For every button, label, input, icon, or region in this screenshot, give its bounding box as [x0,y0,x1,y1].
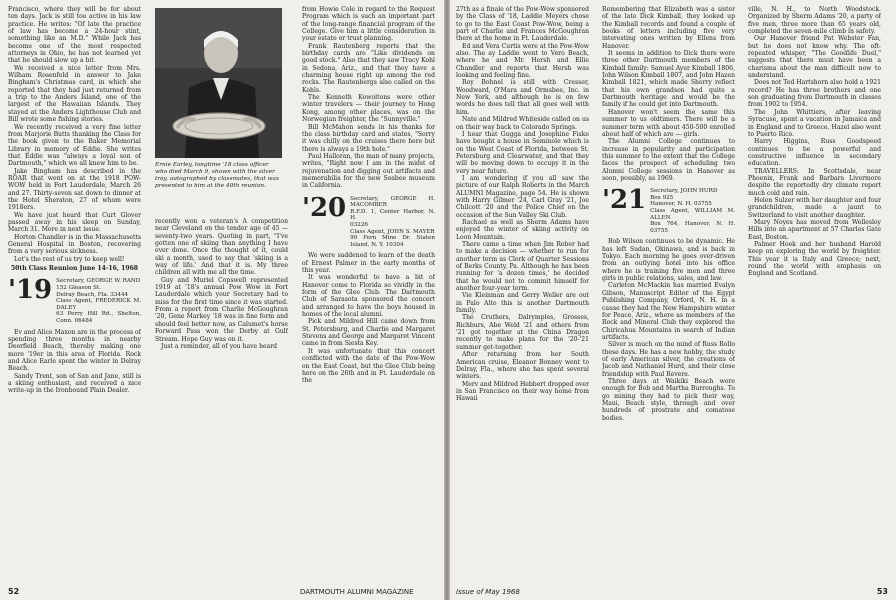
address: Box 764, Hanover, N. H. 03755 [650,221,735,234]
paragraph: It seems in addition to Dick there were three other Dartmouth members of the Kimball family: Samuel Ayer Kimball 1806, John Wilson Kimball 1807, and John Hazen Kimball 1821, which made Sherry reflect that his own grandson had quite a Dartmouth heritage and would be the family if he could get into Dartmouth. [602,50,735,109]
paragraph: We have just heard that Curt Glover passed away in his sleep on Sunday, March 31. More in next issue. [8,211,141,234]
class-year: '21 [602,185,647,216]
page-number: 53 [876,587,888,596]
left-page [0,0,444,600]
left-column-2 [155,218,288,580]
photo-caption: Ernie Earley, longtime '18 class officer who died March 9, shown with the silver tray, autographed by classmates, that was presented to him at the 40th reunion. [155,162,279,189]
address: R.F.D. 1, Center Harbor, N. H. [350,208,435,222]
paragraph: Horton Chandler is in the Massachusetts General Hospital in Boston, recovering from a very serious sickness. [8,233,141,256]
paragraph: Carleton McMackin has married Evalyn Gibson, Manuscript Editor of the Egypt Publishing Company, Orford, N. H. in a cause they had the New Hampshire winter for Peace, Ariz., where as members of the Rock and Mineral Club they explored the Chiricahua Mountains in search of Indian artifacts. [602,282,735,341]
paragraph: It was unfortunate that this concert conflicted with the date of the Pow-Wow on the East Coast, but the Glee Club being here on the 26th and in Ft. Lauderdale on the [302,347,435,385]
paragraph: We received a nice letter from Mrs. Wilham Rosenfeld in answer to Jake Bingham's Christmas card, in which she reported that they had just returned from a trip to the Anders Island, one of the largest of the Hawaiian Islands. They stayed at the Anders Lighthouse Club and Bill wrote some fishing stories. [8,64,141,124]
paragraph: Does not Ted Hartshorn also hold a 1921 record? He has three brothers and one son graduating from Dartmouth in classes from 1902 to 1954. [748,79,881,109]
paragraph: Francisco, where they will be for about ten days. Jack is still too active in his law practice. He writes: "Of late the practice of law has become a 24-hour stint, something like an M.D." While Jack has become one of the most respected attorneys in Ohio, he has not learned yet that he should slow up a bit. [8,6,141,65]
address: 63 Perry Hill Rd., Shelton, Conn. 06484 [56,311,141,324]
class-header-21 [602,185,735,234]
photo-ernie-earley [155,8,282,158]
secretary: Secretary, JOHN HURD [650,188,718,195]
paragraph: Hanover won't seem the same this summer to us oldtimers. There will be a summer term with about 450-500 enrolled about half of which are — girls. [602,108,735,138]
magazine-name: DARTMOUTH ALUMNI MAGAZINE [300,588,414,596]
address: Hanover, N. H. 03755 [650,201,712,208]
paragraph: Nate and Mildred Whiteside called on us on their way back to Colorado Springs. [456,116,589,131]
class-year: '19 [8,275,53,306]
address: Delray Beach, Fla. 33444 [56,291,129,298]
paragraph: The John Whittiers, after leaving Syracuse, spent a vacation in Jamaica and in England and to Greece. Hazel also went to Puerto Rico. [748,108,881,138]
paragraph: Bob Wilson continues to be dynamic. He has left Sudan, Okinawa, and is back in Tokyo. Each morning he goes over-driven from an outlying hotel into his office where he is training five men and three girls in public relations, sales, and law. [602,238,735,283]
class-agent: Class Agent, FREDERICK M. DALEY [56,298,141,311]
class-year: '20 [302,192,347,223]
paragraph: Vie Kleinman and Gerry Weller are out in Palo Alto this is another Dartmouth family. [456,292,589,315]
paragraph: Roy Bohnel is still with Cresser, Woodward, O'Mara and Ormsbee, Inc. in New York, and although he is on few words he does tell that all goes well with him. [456,79,589,116]
paragraph: The Cruthers, Dalrymples, Grosses, Richburs, Abe Weld '21 and others from '21 got together at the China Dragon recently to make plans for the '20-'21 summer get-together. [456,314,589,351]
paragraph: The Kenneth Kowoltons were other winter travelers — their journey to Hong Kong, among other places, was on the Norwegian freighter, the "Sunnyville." [302,94,435,124]
left-footer [8,587,19,596]
paragraph: We were saddened to learn of the death of Ernest Palmer in the early months of this year. [302,252,435,275]
paragraph: Sandy Trent, son of San and Jane, still is a skiing enthusiast, and received a nice write-up in the Ironbound Plain Dealer. [8,372,141,395]
address: 152 Gleason St. [56,284,101,291]
class-agent: Class Agent, WILLIAM M. ALLEN [650,208,735,221]
issue-date: Issue of May 1968 [456,588,520,596]
paragraph: TRAVELLERS: In Scottsdale, near Phoenix, Frank and Barbara Livermore despite the reportedly dry climate report much cold and rain. [748,167,881,197]
paragraph: The Alumni College continues to increase in popularity and participation this summer to the extent that the College faces the prospect of scheduling two Alumni College sessions in Hanover as soon, possibly, as 1969. [602,138,735,182]
paragraph: Harry Higgins, Russ Goodspeed continues to be a powerful and constructive influence in secondary education. [748,138,881,168]
right-page [450,0,896,600]
paragraph: Ev and Alice Maxon are in the process of spending three months in nearby Deerfield Beach, thereby making one more '19er in this area of Florida. Rock and Alice Earle spent the winter in Delray Beach. [8,328,141,373]
page-number: 52 [8,587,20,596]
paragraph: I hear that Gugga and Josephine Fiske have bought a house in Seminole which is on the West Coast of Florida, between St. Petersburg and Clearwater, and that they will be moving down to occupy it in the very near future. [456,130,589,175]
paragraph: 27th as a finale of the Pow-Wow sponsored by the Class of '18, Laddie Meyers chose to go to the East Coast Pow-Wow, being a part of Charlie and Frances McGoughran there at the home in Ft. Lauderdale. [456,6,589,43]
reunion-notice: 50th Class Reunion June 14-16, 1968 [10,265,139,273]
address: 90 Fern Mine Dr. Staten Island, N. Y. 10304 [350,235,435,248]
paragraph: ville, N. H., to North Woodstock. Organized by Sherm Adams '20, a party of five men, three more than 65 years old, completed the seven-mile climb in safety. [748,6,881,36]
paragraph: recently won a veteran's A competition near Cleveland on the tender age of 45 — seventy-two years. Quoting in part, "I've gotten one of skiing than anything I have ever done. Once the thought of it, could ski a month, used to say that 'skiing is a way of life.' And that it is. My three children all with me all the time. [155,218,288,277]
class-officers [56,278,141,324]
portrait-photo-icon [155,8,282,158]
class-officers [350,196,435,249]
address: Box 925 [650,194,674,201]
class-header-20 [302,192,435,249]
paragraph: Just a reminder, all of you have heard [161,342,278,350]
paragraph: There came a time when Jim Reber had to make a decision — whether to run for another term as Clerk of Quarter Sessions of Berks County, Pa. Although he has been running for 'a dozen times,' he decided that he would not to commit himself for another four-year term. [456,241,589,293]
paragraph: Mary Noyes has moved from Wellesley Hills into an apartment at 57 Charles Gate East, Boston. [748,218,881,241]
paragraph: Pick and Mildred Hill came down from St. Petersburg, and Charlie and Margaret Stevens and George and Margaret Vincent came in from Siesta Key. [302,318,435,348]
right-column-1 [456,6,589,580]
paragraph: Helen Sulzer with her daughter and four grandchildren, made a jaunt to Switzerland to visit another daughter. [748,196,881,219]
paragraph: Silver is much on the mind of Russ Rollo these days. He has a new hobby, the study of early American silver, the creations of Jacob and Nathaniel Hurd, and their close friendship with Paul Revere. [602,341,735,378]
paragraph: Rachael as well as Sherm Adams have enjoyed the winter of skiing activity on Loon Mountain. [456,218,589,241]
right-column-2 [602,6,735,580]
paragraph: Guy and Muriel Copswell represented 1919 at '18's annual Pow Wow in Fort Lauderdale which your Secretary had to miss for the first time since it was started. From a report from Charlie McGoughran '20, Gene Markey '18 was in fine form and should feel better now, as Calumet's horse Forward Pass won the Derby at Gulf Stream. Hope Guy was on it. [155,276,288,343]
address: 03226 [350,221,368,228]
paragraph: Jake Bingham has described in the ROAR that went on at the 1918 POW-WOW held in Fort Lauderdale, March 26 and 27. Thirty-seven sat down to dinner at the Hotel Sheraton, 27 of whom were 1918ers. [8,167,141,212]
paragraph: Palmer Hoek and her husband Harold keep on exploring the world by freighter. This year it is Italy and Greece; next, round the world with emphasis on England and Scotland. [748,241,881,278]
class-agent: Class Agent, JOHN S. MAYER [350,228,435,235]
paragraph: After returning from her South American cruise, Eleanor Bonney went to Delray, Fla., where she has spent several winters. [456,351,589,381]
paragraph: Three days at Waikiki Beach were enough for Bob and Martha Burroughs. To go mining they had to pick their way, Maui, Beach style, through and over hundreds of prostrate and comatose bodies. [602,377,735,422]
paragraph: Ed and Vera Curtis were at the Pow-Wow also. The ay Laddie went to Vero Beach, where he and Mr. Hersh and Ellie Chandler and reports that Hersh was looking and feeling fine. [456,42,589,80]
paragraph: It was wonderful to have a bit of Hanover come to Florida so vividly in the form of the Glee Club. The Dartmouth Club of Sarasota sponsored the concert and arranged to have the boys housed in homes of the local alumni. [302,274,435,319]
class-officers [650,188,735,234]
secretary: Secretary, GEORGE W. RAND [56,278,141,285]
paragraph: Let's the rest of us try to keep well! [14,255,125,263]
left-column-1 [8,6,141,580]
paragraph: Bill McMahon sends in his thanks for the class birthday card and states, "Sorry it was chilly on the cruises there here but there is always a 19th hole." [302,123,435,153]
left-column-3 [302,6,435,580]
secretary: Secretary, GEORGE H. MACOMBER [350,195,435,209]
paragraph: Remembering that Elizabeth was a sister of the late Dick Kimball, they looked up the Kimball records and found a couple of books of letters including five very interesting ones written by Ellens from Hanover. [602,6,735,50]
paragraph: from Howie Cole in regard to the Request Program which is such an important part of the long-range financial program of the College. Give him a little consideration in your estate or trust planning. [302,6,435,43]
right-footer [877,587,888,596]
right-column-3 [748,6,881,580]
paragraph: We recently received a very fine letter from Marjorie Butts thanking the Class for the book given to the Baker Memorial Library in memory of Eddie. She writes that Eddie was "always a loyal son of Dartmouth," which we all knew him to be. [8,123,141,168]
paragraph: Frank Rautenberg reports that the birthday cards are "Like dividends on good stock." Also that they saw Tracy Kohl in Sedona, Ariz., and that they have a charming house right up among the red rocks. The Rautenbergs also called on the Kohls. [302,42,435,94]
paragraph: Our Hanover friend Pat Webster Fan, but he does not know why. The oft-repeated whisper, "The Goodlife Duel," suggests that there must have been a charisma about the man difficult now to understand. [748,35,881,80]
paragraph: Paul Halloran, the man of many projects, writes, "Right now I am in the midst of rejuvenation and digging out artifacts and memorabilia for the new Seabee museum in California. [302,152,435,190]
paragraph: Merv and Mildred Hebbert dropped over in San Francisco on their way home from Hawaii [456,380,589,403]
paragraph: I am wondering if you all saw the picture of our Ralph Roberts in the March ALUMNI Magazine, page 54. He is shown with Harry Gilmer '24, Carl Gray '21, Joe Chilcott '20 and the Police Chief on the occasion of the Sun Valley Ski Club. [456,174,589,219]
class-header-19 [8,275,141,324]
